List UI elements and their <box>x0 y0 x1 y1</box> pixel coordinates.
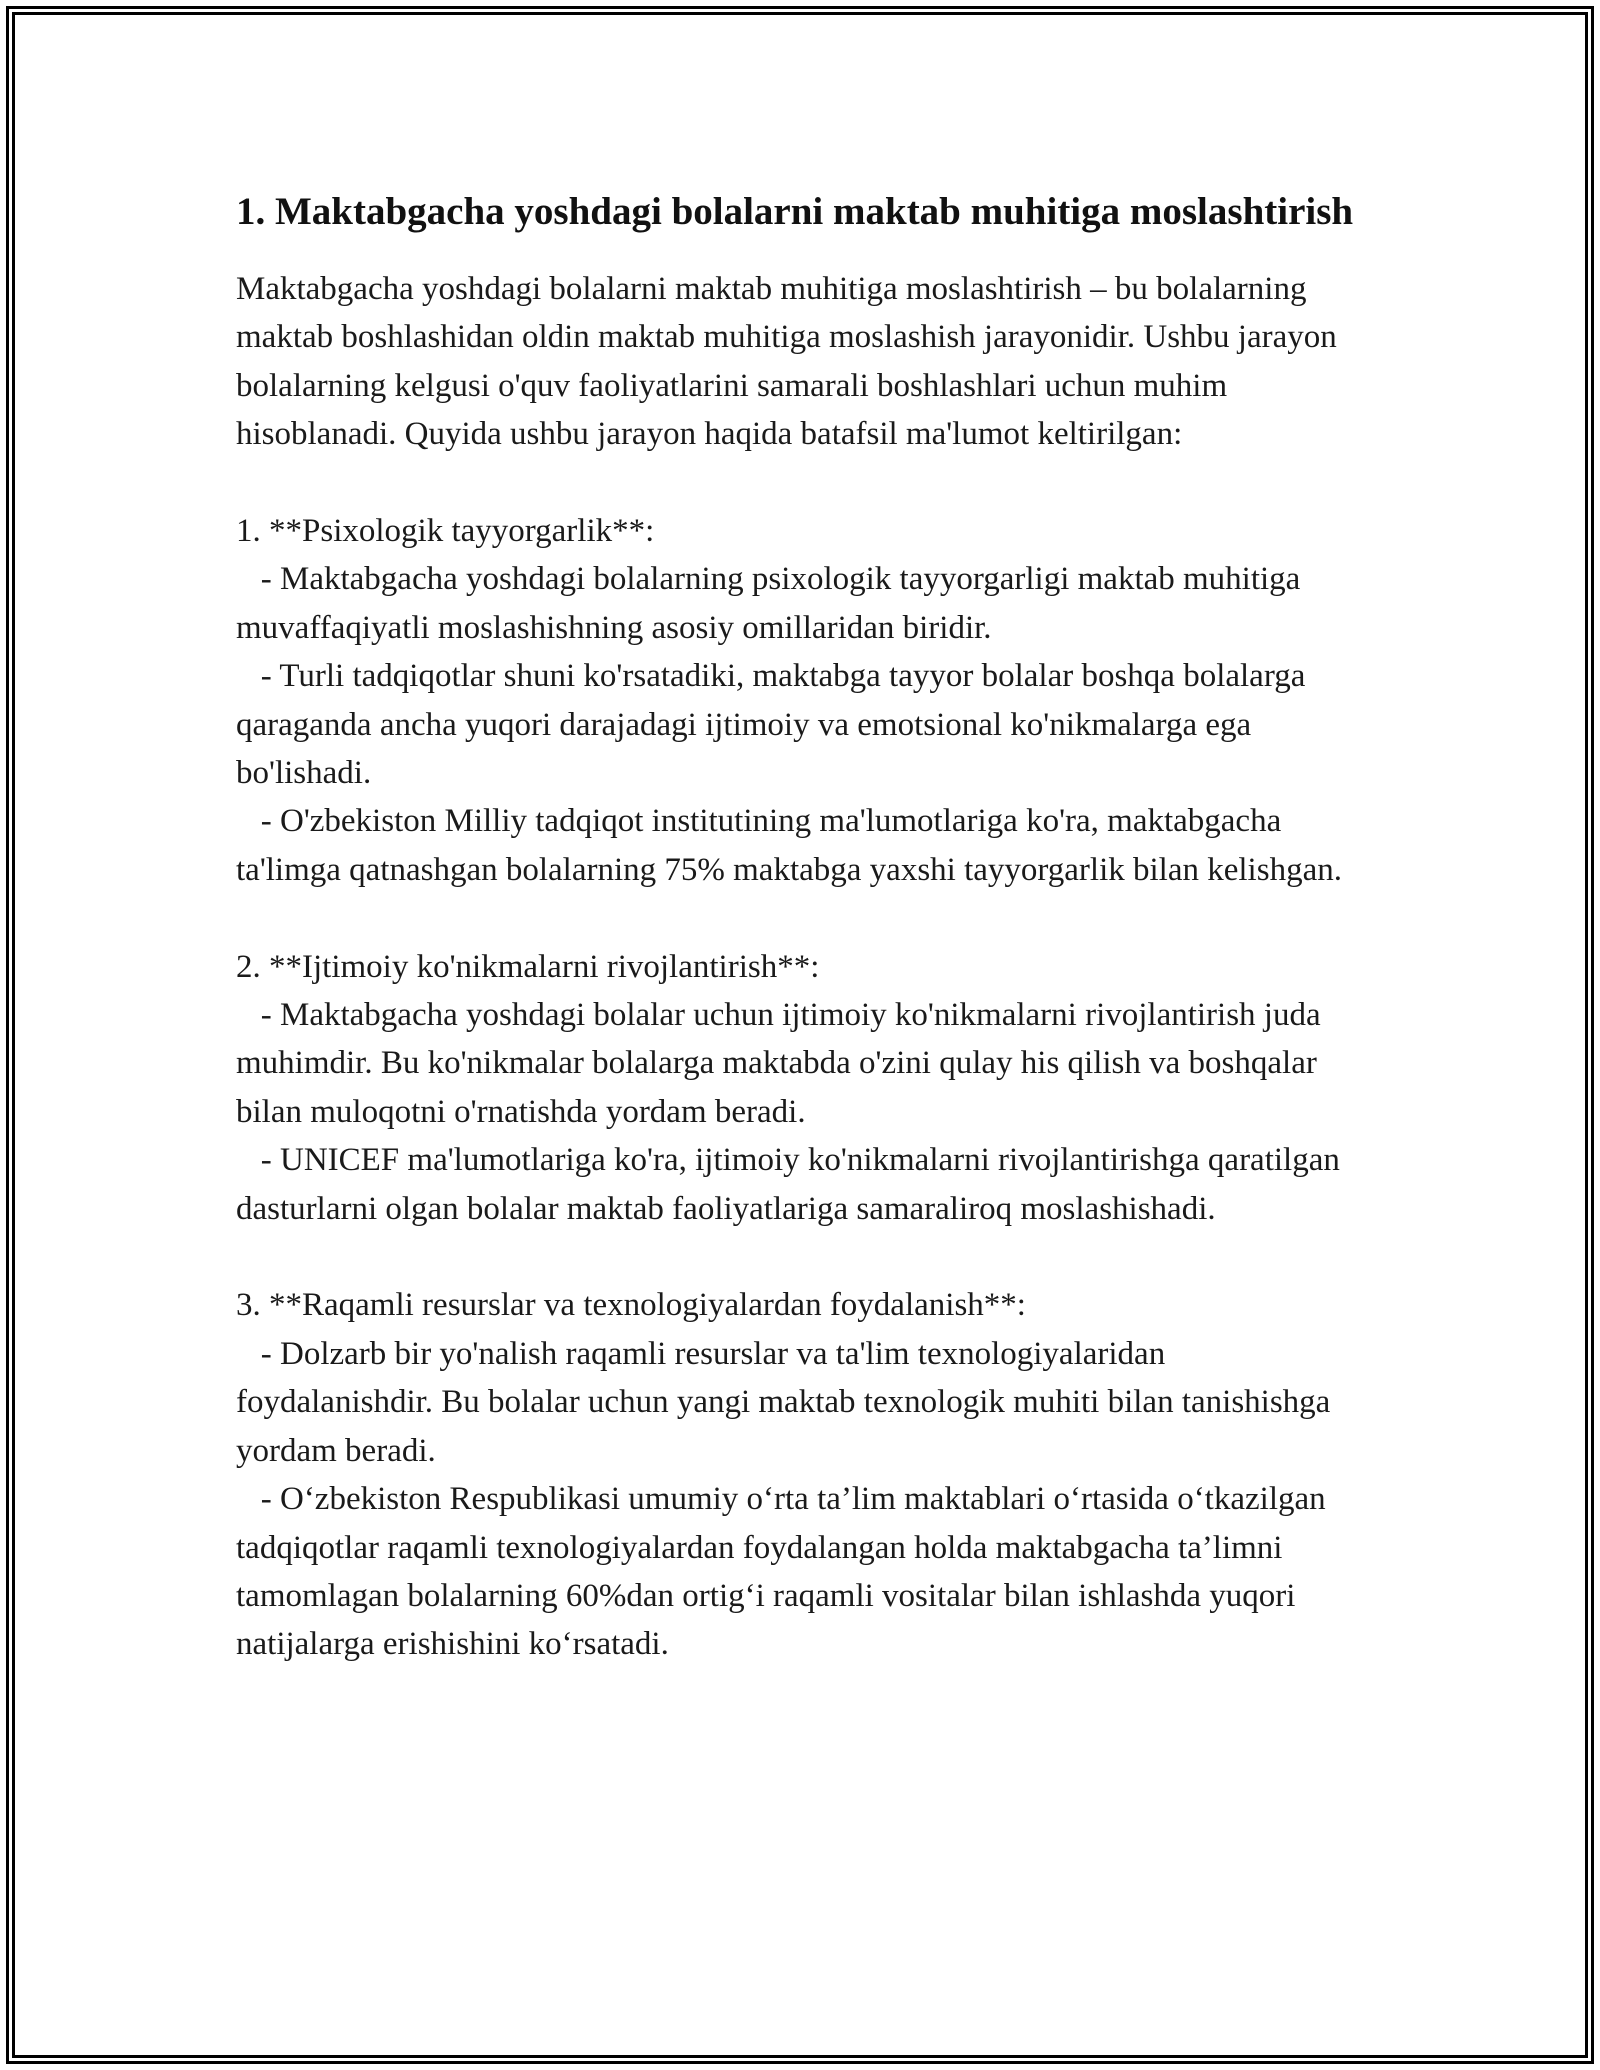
paragraph-spacer <box>236 459 1366 507</box>
section-bullet: - O‘zbekiston Respublikasi umumiy o‘rta ta’lim maktablari o‘rtasida o‘tkazilgan tadqiqotlar raqamli texnologiyalardan foydalangan holda maktabgacha ta’limni tamomlagan bolalarning 60%dan ortig‘i raqamli vositalar bilan ishlashda yuqori natijalarga erishishini ko‘rsatadi. <box>236 1481 1334 1663</box>
section-bullet: - Dolzarb bir yo'nalish raqamli resurslar va ta'lim texnologiyalaridan foydalanishdir. Bu bolalar uchun yangi maktab texnologik muhiti bilan tanishishga yordam beradi. <box>236 1335 1339 1469</box>
section-psixologik-tayyorgarlik <box>236 507 1366 894</box>
document-title: 1. Maktabgacha yoshdagi bolalarni maktab muhitiga moslashtirish <box>236 190 1354 233</box>
paragraph-spacer <box>236 894 1366 942</box>
section-bullet: - Turli tadqiqotlar shuni ko'rsatadiki, maktabga tayyor bolalar boshqa bolalarga qaraganda ancha yuqori darajadagi ijtimoiy va emotsional ko'nikmalarga ega bo'lishadi. <box>236 658 1314 792</box>
document-body <box>236 184 1366 1669</box>
paragraph-spacer <box>236 1233 1366 1281</box>
section-raqamli-resurslar <box>236 1281 1366 1668</box>
section-bullet: - Maktabgacha yoshdagi bolalar uchun ijtimoiy ko'nikmalarni rivojlantirish juda muhimdir. Bu ko'nikmalar bolalarga maktabda o'zini qulay his qilish va boshqalar bilan muloqotni o'rnatishda yordam beradi. <box>236 997 1329 1130</box>
section-heading: 1. **Psixologik tayyorgarlik**: <box>236 513 655 550</box>
section-bullet: - Maktabgacha yoshdagi bolalarning psixologik tayyorgarligi maktab muhitiga muvaffaqiyatli moslashishning asosiy omillaridan biridir. <box>236 561 1309 646</box>
section-bullet: - UNICEF ma'lumotlariga ko'ra, ijtimoiy ko'nikmalarni rivojlantirishga qaratilgan dasturlarni olgan bolalar maktab faoliyatlariga samaraliroq moslashishadi. <box>236 1142 1349 1227</box>
section-heading: 3. **Raqamli resurslar va texnologiyalardan foydalanish**: <box>236 1287 1026 1324</box>
intro-paragraph: Maktabgacha yoshdagi bolalarni maktab muhitiga moslashtirish – bu bolalarning maktab boshlashidan oldin maktab muhitiga moslashish jarayonidir. Ushbu jarayon bolalarning kelgusi o'quv faoliyatlarini samarali boshlashlari uchun muhim hisoblanadi. Quyida ushbu jarayon haqida batafsil ma'lumot keltirilgan: <box>236 271 1345 453</box>
section-heading: 2. **Ijtimoiy ko'nikmalarni rivojlantirish**: <box>236 948 820 985</box>
section-bullet: - O'zbekiston Milliy tadqiqot institutining ma'lumotlariga ko'ra, maktabgacha ta'limga qatnashgan bolalarning 75% maktabga yaxshi tayyorgarlik bilan kelishgan. <box>236 803 1342 888</box>
section-ijtimoiy-konikmalar <box>236 943 1366 1233</box>
